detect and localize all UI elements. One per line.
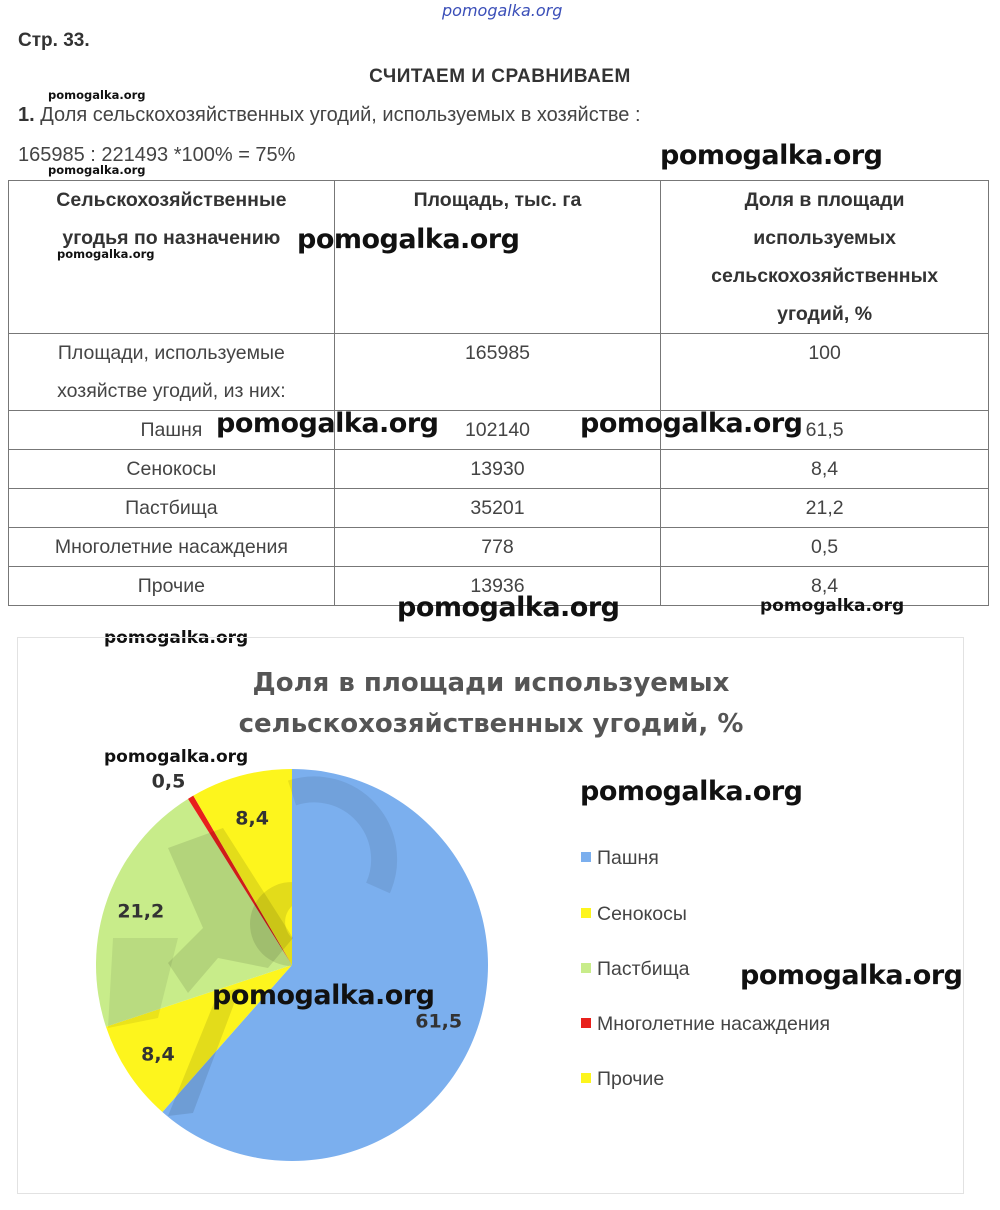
watermark[interactable]: pomogalka.org bbox=[580, 776, 803, 807]
pie-chart-frame bbox=[17, 637, 964, 1194]
watermark[interactable]: pomogalka.org bbox=[740, 960, 963, 991]
watermark[interactable]: pomogalka.org bbox=[57, 247, 155, 261]
row-name: Пастбища bbox=[9, 489, 335, 528]
total-share: 100 bbox=[661, 334, 989, 411]
watermark[interactable]: pomogalka.org bbox=[660, 140, 883, 171]
watermark[interactable]: pomogalka.org bbox=[212, 980, 435, 1011]
legend-swatch bbox=[581, 908, 591, 918]
col-header-share bbox=[661, 181, 989, 334]
chart-title-line-1: Доля в площади используемых bbox=[252, 668, 730, 698]
watermark[interactable]: pomogalka.org bbox=[104, 747, 249, 767]
row-area: 13930 bbox=[334, 450, 660, 489]
legend-item-senokosy bbox=[581, 903, 687, 926]
watermark[interactable]: pomogalka.org bbox=[48, 88, 146, 102]
table-row bbox=[9, 450, 989, 489]
row-name: Многолетние насаждения bbox=[9, 528, 335, 567]
header-line: угодий, % bbox=[777, 303, 873, 325]
legend-item-pashnya bbox=[581, 847, 659, 870]
table-row bbox=[9, 489, 989, 528]
section-title: СЧИТАЕМ И СРАВНИВАЕМ bbox=[369, 66, 631, 87]
row-area: 778 bbox=[334, 528, 660, 567]
legend-label: Пашня bbox=[597, 847, 659, 869]
legend-label: Сенокосы bbox=[597, 903, 687, 925]
header-line: Сельскохозяйственные bbox=[56, 189, 287, 211]
task-number: 1. bbox=[18, 104, 35, 126]
legend-label: Многолетние насаждения bbox=[597, 1013, 831, 1035]
legend-swatch bbox=[581, 1073, 591, 1083]
pie-data-label: 8,4 bbox=[141, 1043, 175, 1066]
header-line: используемых bbox=[753, 227, 896, 249]
row-share: 8,4 bbox=[661, 567, 989, 606]
col-header-area bbox=[334, 181, 660, 334]
table-row bbox=[9, 411, 989, 450]
legend-item-pastbishcha bbox=[581, 958, 690, 981]
row-name: Прочие bbox=[9, 567, 335, 606]
total-name-line: хозяйстве угодий, из них: bbox=[57, 380, 286, 402]
pie-data-label: 21,2 bbox=[117, 900, 165, 923]
row-share: 8,4 bbox=[661, 450, 989, 489]
col-header-category bbox=[9, 181, 335, 334]
table-header-row bbox=[9, 181, 989, 334]
legend-swatch bbox=[581, 963, 591, 973]
legend-swatch bbox=[581, 852, 591, 862]
watermark[interactable]: pomogalka.org bbox=[580, 408, 803, 439]
header-line: Площадь, тыс. га bbox=[413, 189, 582, 211]
row-area: 13936 bbox=[334, 567, 660, 606]
row-share: 0,5 bbox=[661, 528, 989, 567]
row-area: 102140 bbox=[334, 411, 660, 450]
legend-label: Пастбища bbox=[597, 958, 690, 980]
pie-data-label: 8,4 bbox=[235, 807, 269, 830]
task-description: Доля сельскохозяйственных угодий, используемых в хозяйстве : bbox=[40, 104, 641, 126]
watermark[interactable]: pomogalka.org bbox=[216, 408, 439, 439]
pie-data-label: 0,5 bbox=[151, 770, 186, 793]
legend-label: Прочие bbox=[597, 1068, 665, 1090]
row-name: Пашня bbox=[9, 411, 335, 450]
header-line: Доля в площади bbox=[744, 189, 905, 211]
total-area: 165985 bbox=[334, 334, 660, 411]
watermark[interactable]: pomogalka.org bbox=[297, 224, 520, 255]
table-row bbox=[9, 528, 989, 567]
watermark[interactable]: pomogalka.org bbox=[760, 596, 905, 616]
legend-item-mnogoletnie bbox=[581, 1013, 830, 1036]
task-text bbox=[18, 104, 641, 127]
watermark[interactable]: pomogalka.org bbox=[397, 592, 620, 623]
row-share: 21,2 bbox=[661, 489, 989, 528]
total-name bbox=[9, 334, 335, 411]
watermark-top[interactable]: pomogalka.org bbox=[442, 1, 563, 20]
watermark[interactable]: pomogalka.org bbox=[48, 163, 146, 177]
formula: 165985 : 221493 *100% = 75% bbox=[18, 144, 296, 166]
table-row-total bbox=[9, 334, 989, 411]
legend-item-prochie bbox=[581, 1068, 664, 1091]
header-line: угодья по назначению bbox=[62, 227, 281, 249]
header-line: сельскохозяйственных bbox=[711, 265, 939, 287]
pie-chart bbox=[18, 638, 963, 1193]
watermark[interactable]: pomogalka.org bbox=[104, 628, 249, 648]
row-share: 61,5 bbox=[661, 411, 989, 450]
row-area: 35201 bbox=[334, 489, 660, 528]
total-name-line: Площади, используемые bbox=[57, 342, 285, 364]
chart-title-line-2: сельскохозяйственных угодий, % bbox=[238, 709, 744, 739]
row-name: Сенокосы bbox=[9, 450, 335, 489]
pie-data-label: 61,5 bbox=[415, 1010, 463, 1033]
page-label: Стр. 33. bbox=[18, 30, 90, 51]
legend-swatch bbox=[581, 1018, 591, 1028]
